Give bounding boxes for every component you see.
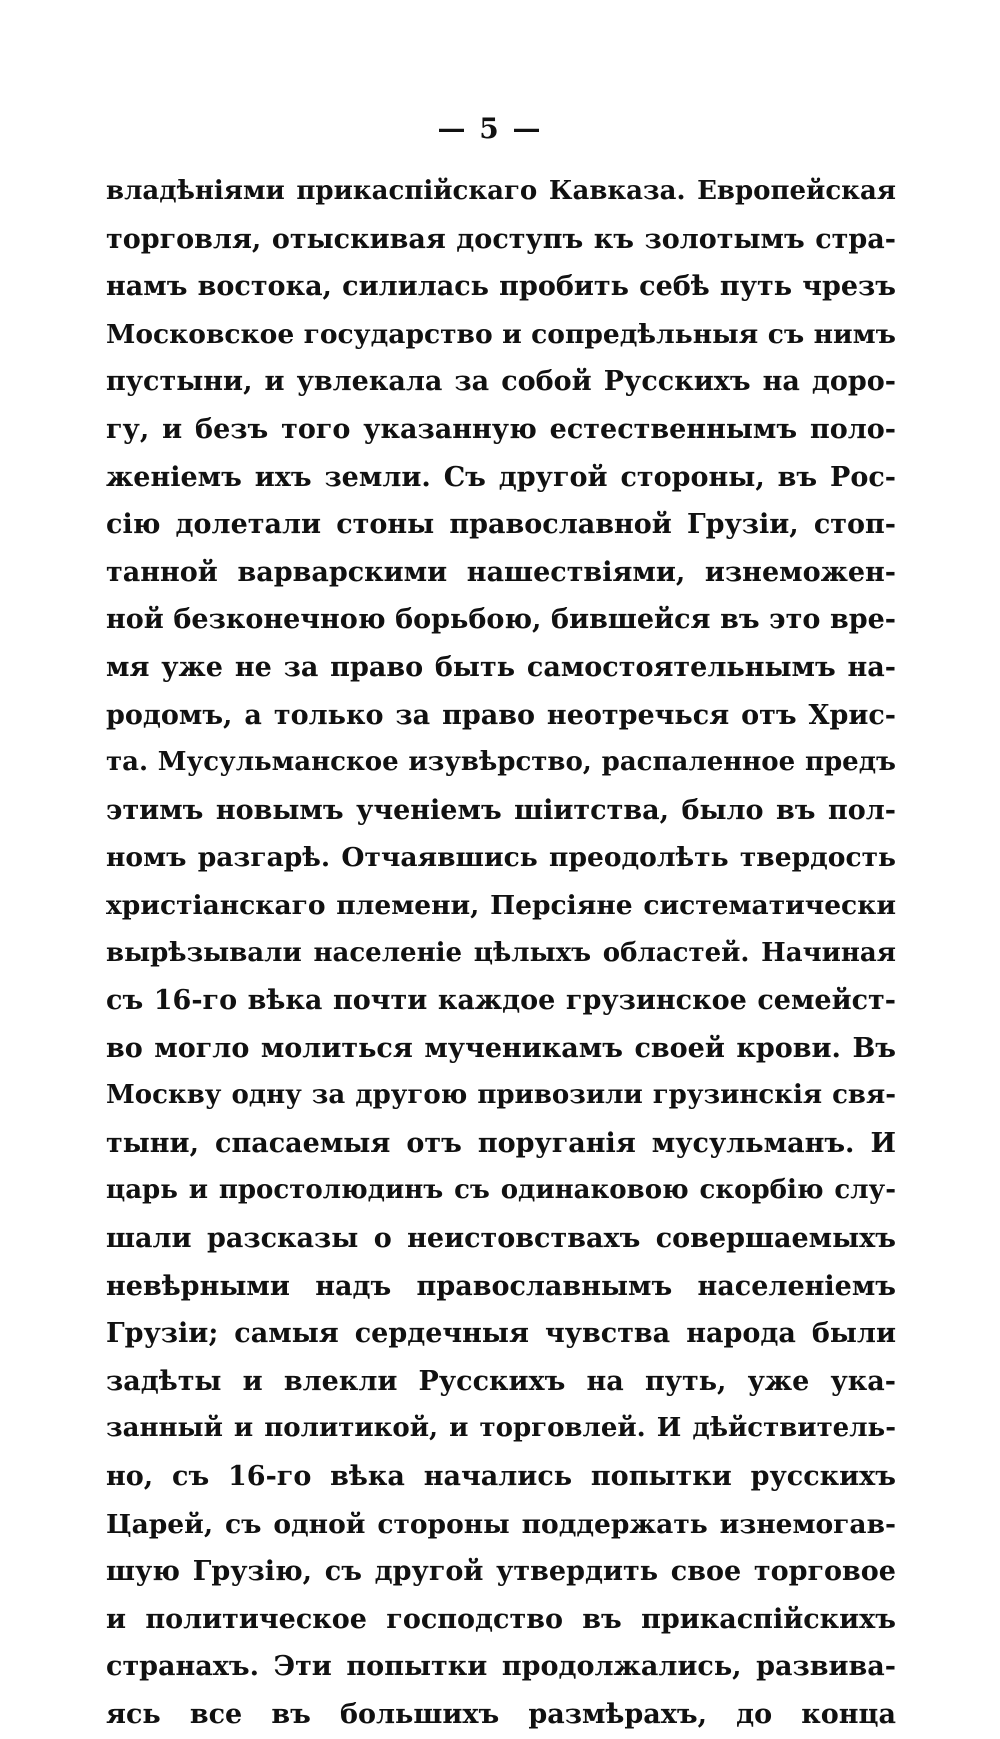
text-line: съ 16-го вѣка почти каждое грузинское семейст- [106, 985, 896, 1017]
page-number: — 5 — [437, 112, 543, 145]
text-line: задѣты и влекли Русскихъ на путь, уже ука- [106, 1365, 896, 1397]
text-line: мя уже не за право быть самостоятельнымъ на- [106, 651, 896, 683]
text-line: этимъ новымъ ученіемъ шіитства, было въ пол- [106, 794, 896, 826]
text-line: гу, и безъ того указанную естественнымъ поло- [106, 413, 896, 445]
text-line: ясь все въ большихъ размѣрахъ, до конца [106, 1699, 896, 1730]
text-line: шую Грузію, съ другой утвердить свое торговое [106, 1556, 896, 1588]
text-line: женіемъ ихъ земли. Съ другой стороны, въ Рос- [106, 461, 896, 493]
body-text [106, 168, 896, 1739]
text-line: Москву одну за другою привозили грузинскія свя- [106, 1080, 896, 1111]
text-line: Московское государство и сопредѣльныя съ нимъ [106, 318, 896, 350]
text-line: ной безконечною борьбою, бившейся въ это вре- [106, 604, 896, 636]
text-line: Царей, съ одной стороны поддержать изнемогав- [106, 1508, 896, 1540]
text-line: сію долетали стоны православной Грузіи, стоп- [106, 509, 896, 541]
text-line: и политическое господство въ прикаспійскихъ [106, 1603, 896, 1635]
text-line: шали разсказы о неистовствахъ совершаемыхъ [106, 1223, 896, 1255]
text-line: христіанскаго племени, Персіяне систематически [106, 889, 896, 921]
text-line: владѣніями прикаспійскаго Кавказа. Европейская [106, 176, 896, 206]
text-line: во могло молиться мученикамъ своей крови. Въ [106, 1032, 896, 1064]
text-line: тыни, спасаемыя отъ поруганія мусульманъ. И [106, 1127, 896, 1159]
text-line: та. Мусульманское изувѣрство, распаленное предъ [106, 747, 896, 778]
text-line: Грузіи; самыя сердечныя чувства народа были [106, 1318, 896, 1350]
text-line: пустыни, и увлекала за собой Русскихъ на доро- [106, 366, 896, 398]
text-line: царь и простолюдинъ съ одинаковою скорбію слу- [106, 1175, 896, 1206]
text-line: вырѣзывали населеніе цѣлыхъ областей. Начиная [106, 937, 896, 968]
text-line: танной варварскими нашествіями, изнеможен- [106, 556, 896, 588]
text-line: но, съ 16-го вѣка начались попытки русскихъ [106, 1461, 896, 1493]
text-line: занный и политикой, и торговлей. И дѣйствитель- [106, 1413, 896, 1444]
text-line: намъ востока, силилась пробить себѣ путь чрезъ [106, 271, 896, 303]
text-line: торговля, отыскивая доступъ къ золотымъ стра- [106, 223, 896, 255]
text-line: странахъ. Эти попытки продолжались, развива- [106, 1651, 896, 1683]
text-line: невѣрными надъ православнымъ населеніемъ [106, 1270, 896, 1302]
text-line: родомъ, а только за право неотречься отъ Хрис- [106, 699, 896, 731]
text-line: номъ разгарѣ. Отчаявшись преодолѣть твердость [106, 842, 896, 874]
